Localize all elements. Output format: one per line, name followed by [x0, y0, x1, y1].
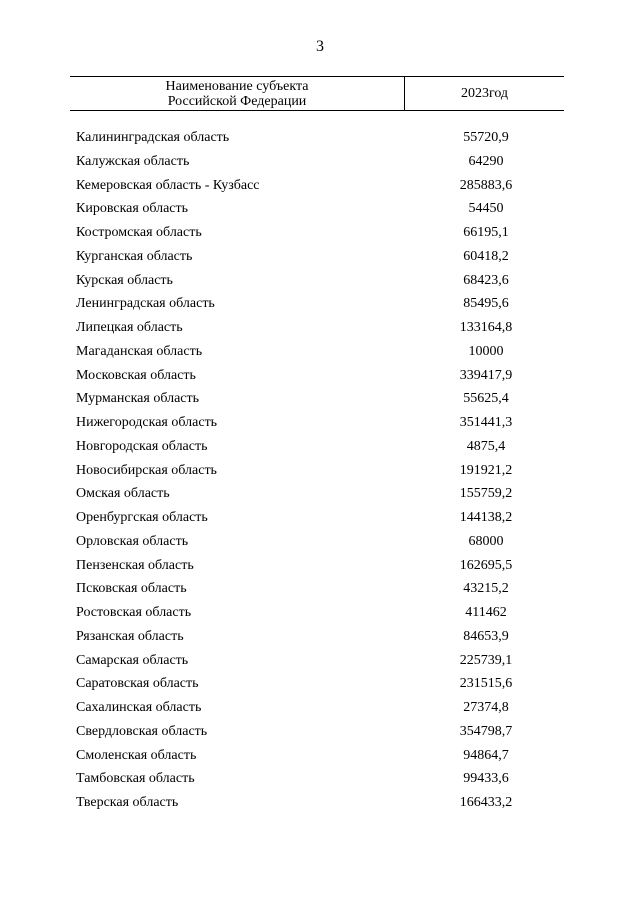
table-row [0, 483, 640, 507]
table-row [0, 388, 640, 412]
table-row [0, 507, 640, 531]
value-2023: 64290 [468, 153, 504, 169]
table-row [0, 293, 640, 317]
value-2023: 411462 [465, 605, 507, 620]
region-name: Мурманская область [76, 391, 200, 407]
value-2023: 225739,1 [459, 652, 513, 668]
table-row [0, 175, 640, 199]
table-row [0, 460, 640, 484]
table-body [0, 127, 640, 816]
region-name: Кемеровская область - Кузбасс [76, 177, 260, 193]
value-2023: 66195,1 [463, 225, 509, 240]
table-row [0, 341, 640, 365]
region-name: Ленинградская область [76, 296, 215, 312]
region-name: Саратовская область [76, 676, 199, 692]
value-2023: 144138,2 [459, 510, 513, 525]
table-row [0, 270, 640, 294]
region-name: Липецкая область [76, 320, 183, 335]
region-name: Калининградская область [76, 130, 230, 145]
region-name: Сахалинская область [76, 700, 202, 715]
region-name: Курганская область [76, 248, 193, 264]
table-row [0, 531, 640, 555]
header-year-column [405, 77, 564, 110]
table-row [0, 650, 640, 674]
page-number: 3 [316, 38, 324, 55]
region-name: Новгородская область [76, 438, 208, 454]
value-2023: 191921,2 [459, 462, 513, 478]
region-name: Тамбовская область [76, 771, 195, 787]
table-row [0, 555, 640, 579]
table-row [0, 721, 640, 745]
region-name: Костромская область [76, 225, 202, 240]
value-2023: 43215,2 [463, 581, 509, 597]
value-2023: 55625,4 [463, 391, 509, 407]
value-2023: 351441,3 [459, 415, 513, 430]
region-name: Магаданская область [76, 343, 203, 359]
table-row [0, 436, 640, 460]
value-2023: 354798,7 [459, 723, 513, 739]
value-2023: 4875,4 [466, 438, 506, 454]
value-2023: 84653,9 [463, 628, 509, 644]
table-row [0, 151, 640, 175]
table-row [0, 697, 640, 721]
table-row [0, 412, 640, 436]
value-2023: 99433,6 [463, 771, 509, 787]
value-2023: 60418,2 [463, 248, 509, 264]
region-name: Псковская область [76, 581, 187, 597]
value-2023: 133164,8 [459, 320, 513, 335]
header-region-line2: Российской Федерации [167, 93, 307, 109]
value-2023: 94864,7 [463, 747, 509, 763]
table-row [0, 768, 640, 792]
region-name: Нижегородская область [76, 415, 218, 430]
region-name: Калужская область [76, 153, 190, 169]
value-2023: 155759,2 [459, 486, 513, 502]
region-name: Свердловская область [76, 723, 208, 739]
table-row [0, 127, 640, 151]
value-2023: 339417,9 [459, 367, 513, 383]
table-row [0, 745, 640, 769]
region-name: Тверская область [76, 795, 179, 810]
value-2023: 231515,6 [459, 676, 513, 692]
region-name: Оренбургская область [76, 510, 208, 525]
table-row [0, 602, 640, 626]
value-2023: 166433,2 [459, 795, 513, 810]
table-row [0, 626, 640, 650]
region-name: Пензенская область [76, 557, 194, 573]
header-year-label: 2023год [460, 85, 509, 101]
region-name: Московская область [76, 367, 196, 383]
region-name: Смоленская область [76, 747, 197, 763]
table-row [0, 792, 640, 816]
table-row [0, 222, 640, 246]
region-name: Курская область [76, 272, 173, 288]
region-name: Рязанская область [76, 628, 184, 644]
value-2023: 162695,5 [459, 557, 513, 573]
region-name: Орловская область [76, 533, 189, 549]
value-2023: 85495,6 [463, 296, 509, 312]
value-2023: 54450 [468, 201, 504, 217]
value-2023: 27374,8 [463, 700, 509, 715]
region-name: Омская область [76, 486, 170, 502]
table-row [0, 317, 640, 341]
value-2023: 68000 [468, 533, 504, 549]
header-region-column [70, 77, 405, 110]
table-header [70, 76, 564, 111]
region-name: Новосибирская область [76, 462, 217, 478]
region-name: Ростовская область [76, 605, 192, 620]
table-row [0, 673, 640, 697]
value-2023: 55720,9 [463, 130, 509, 145]
table-row [0, 246, 640, 270]
value-2023: 68423,6 [463, 272, 509, 288]
region-name: Самарская область [76, 652, 189, 668]
value-2023: 285883,6 [459, 177, 513, 193]
value-2023: 10000 [468, 343, 504, 359]
header-region-line1: Наименование субъекта [165, 78, 309, 94]
region-name: Кировская область [76, 201, 189, 217]
table-row [0, 578, 640, 602]
table-row [0, 365, 640, 389]
table-row [0, 198, 640, 222]
